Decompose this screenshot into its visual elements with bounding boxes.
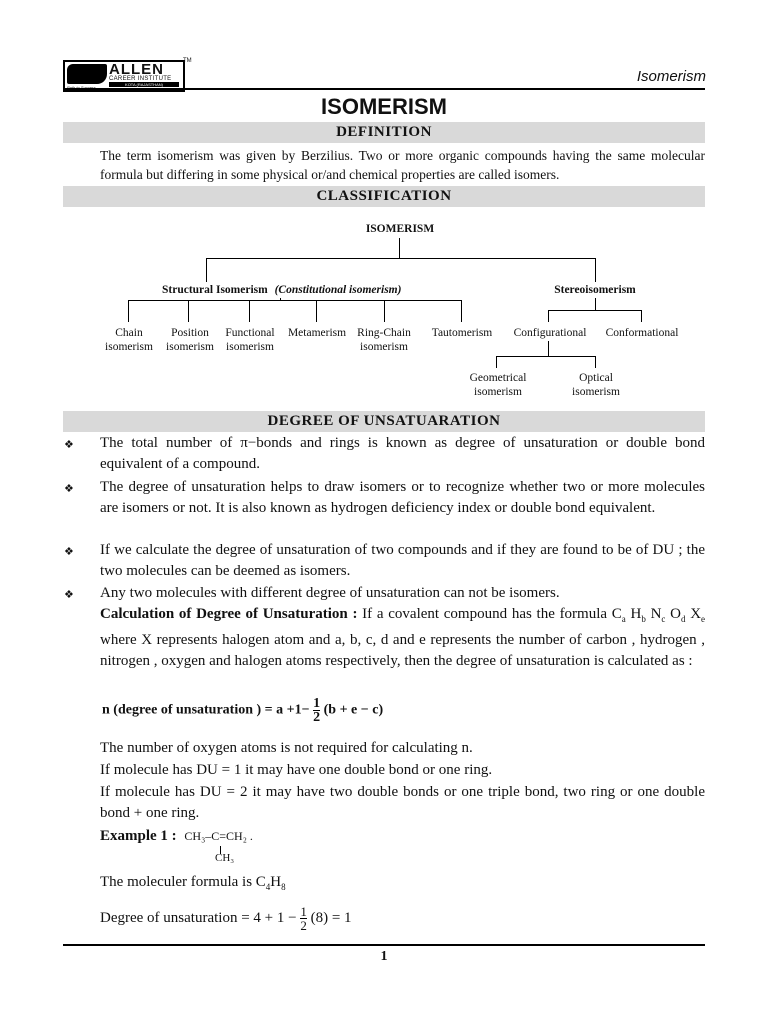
page-title: ISOMERISM [321,94,447,119]
tree-tautomerism: Tautomerism [431,327,493,339]
chapter-title: Isomerism [636,68,706,85]
bullet-1: The total number of π−bonds and rings is known as degree of unsaturation or double bond equivalent of a compound. [100,435,705,472]
diamond-bullet-icon: ❖ [64,483,74,495]
tree-position: Position isomerism [166,327,214,353]
header-divider [63,88,705,90]
logo-subtitle: CAREER INSTITUTE [109,76,172,82]
diamond-bullet-icon: ❖ [64,439,74,451]
definition-heading: DEFINITION [63,122,705,143]
tree-stereo: Stereoisomerism [554,284,636,296]
du-calculation-line: Degree of unsaturation = 4 + 1 − $\frac{1}{2}$ (8) = 1 [100,904,352,933]
tree-conformational: Conformational [605,327,679,339]
motorcycle-logo-icon [67,64,107,84]
diamond-bullet-icon: ❖ [64,546,74,558]
tree-configurational: Configurational [513,327,587,339]
logo-location: KOTA (RAJASTHAN) [109,82,179,87]
du-formula: n (degree of unsaturation ) = a +1− $\frac{1}{2}$ (b + e − c) [102,696,384,725]
trademark-mark: TM [183,58,192,64]
example-branch: CH₃ [215,852,235,864]
unsaturation-heading: DEGREE OF UNSATUARATION [63,411,705,432]
footer-divider [63,944,705,946]
logo-name: ALLEN [109,61,164,78]
tree-structural: Structural Isomerism (Constitutional isomerism) [162,284,402,296]
definition-text: The term isomerism was given by Berzilius. Two or more organic compounds having the same molecular formula but differing in some physical or/and chemical properties are called isomers. [100,148,705,182]
du1-note: If molecule has DU = 1 it may have one double bond or one ring. [100,762,493,778]
tree-root: ISOMERISM [365,223,435,235]
tree-metamerism: Metamerism [287,327,347,339]
classification-heading: CLASSIFICATION [63,186,705,207]
tree-functional: Functional isomerism [225,327,275,353]
bullet-4: Any two molecules with different degree of unsaturation can not be isomers. [100,585,560,601]
oxygen-note: The number of oxygen atoms is not required for calculating n. [100,740,473,756]
du2-note: If molecule has DU = 2 it may have two double bonds or one triple bond, two ring or one double bond + one ring. [100,784,705,821]
bullet-3: If we calculate the degree of unsaturation of two compounds and if they are found to be of DU ; the two molecules can be deemed as isomers. [100,542,705,579]
tree-optical: Optical isomerism [572,372,620,398]
example-1: Example 1 : CH₃–C=CH₂ . [100,828,253,844]
tree-ring-chain: Ring-Chain isomerism [357,327,411,353]
tree-geometrical: Geometrical isomerism [469,372,527,398]
molecular-formula-line: The moleculer formula is $C_4H_8$ [100,874,286,892]
diamond-bullet-icon: ❖ [64,589,74,601]
page-number: 1 [380,949,388,964]
calculation-paragraph: Calculation of Degree of Unsaturation : If a covalent compound has the formula $C_a$ $H_b$ $N_c$ $O_d$ $X_e$ where X represents halogen atom and a, b, c, d and e represents the number of carbon , hydrogen , nitrogen , oxygen and halogen atoms respectively, then the degree of unsaturation is calculated as : [100,606,706,669]
tree-chain: Chain isomerism [105,327,153,353]
bullet-2: The degree of unsaturation helps to draw isomers or to recognize whether two or more molecules are isomers or not. It is also known as hydrogen deficiency index or double bond equivalent. [100,479,705,516]
